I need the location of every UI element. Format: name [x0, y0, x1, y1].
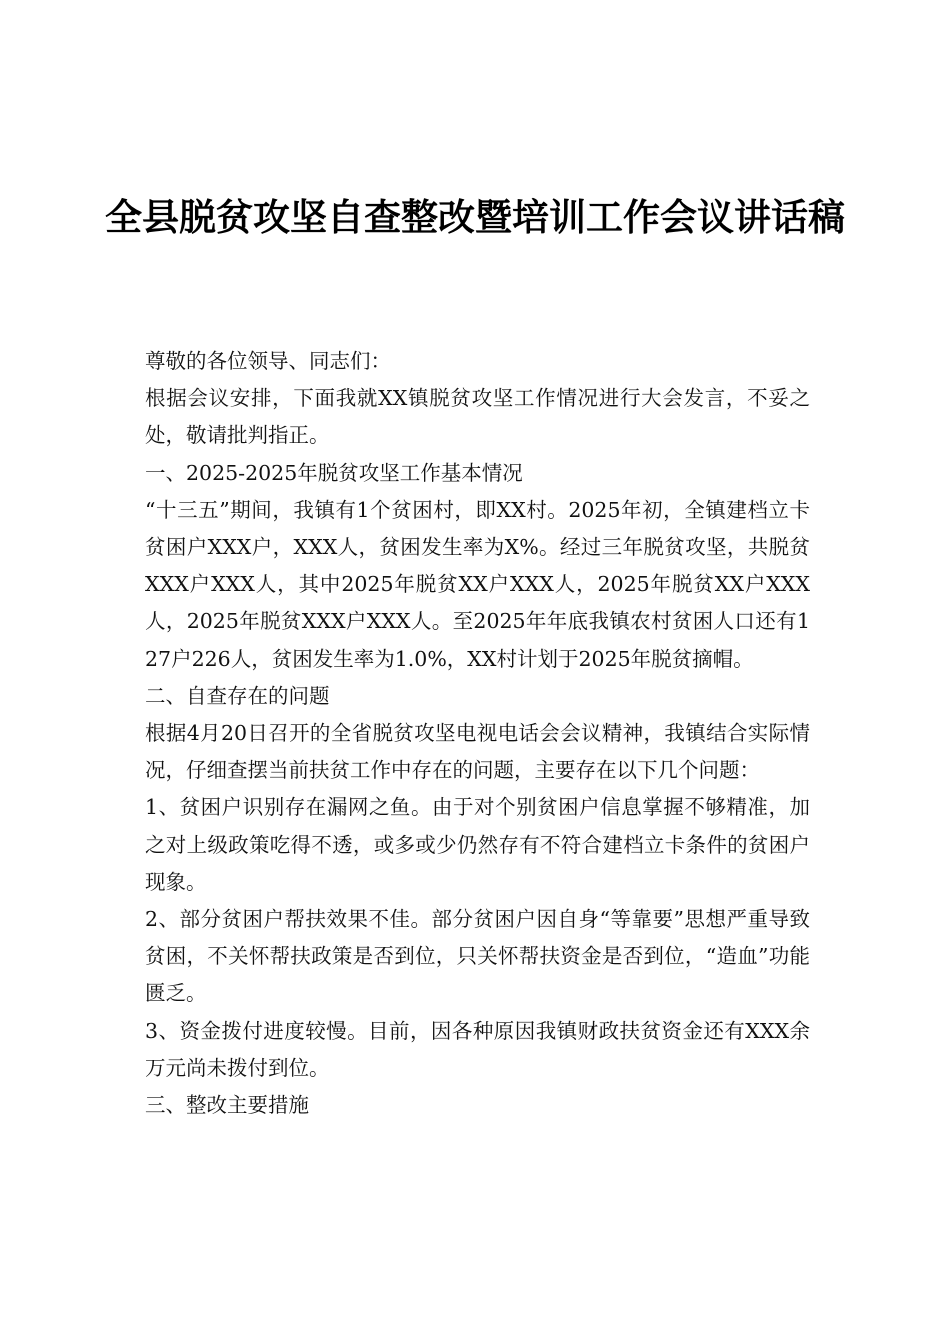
section-heading: 二、自查存在的问题 — [145, 683, 330, 708]
list-item: 1、贫困户识别存在漏网之鱼。由于对个别贫困户信息掌握不够精准，加之对上级政策吃得不透，或多或少仍然存有不符合建档立卡条件的贫困户现象。 — [145, 795, 810, 894]
body-paragraph: 根据会议安排，下面我就XX镇脱贫攻坚工作情况进行大会发言，不妥之处，敬请批判指正。 — [145, 386, 810, 448]
section-heading: 三、整改主要措施 — [145, 1093, 309, 1118]
document-title: 全县脱贫攻坚自查整改暨培训工作会议讲话稿 — [105, 195, 845, 239]
body-paragraph: 根据4月20日召开的全省脱贫攻坚电视电话会会议精神，我镇结合实际情况，仔细查摆当前扶贫工作中存在的问题，主要存在以下几个问题： — [145, 721, 810, 783]
document-body — [145, 343, 810, 1124]
body-paragraph: “十三五”期间，我镇有1个贫困村，即XX村。2025年初，全镇建档立卡贫困户XXX户，XXX人，贫困发生率为X%。经过三年脱贫攻坚，共脱贫XXX户XXX人，其中2025年脱贫XX户XXX人，2025年脱贫XX户XXX人，2025年脱贫XXX户XXX人。至2025年年底我镇农村贫困人口还有127户226人，贫困发生率为1.0%，XX村计划于2025年脱贫摘帽。 — [145, 497, 810, 671]
salutation: 尊敬的各位领导、同志们： — [145, 349, 391, 373]
section-heading: 一、2025-2025年脱贫攻坚工作基本情况 — [145, 460, 523, 485]
list-item: 3、资金拨付进度较慢。目前，因各种原因我镇财政扶贫资金还有XXX余万元尚未拨付到位。 — [145, 1018, 810, 1080]
list-item: 2、部分贫困户帮扶效果不佳。部分贫困户因自身“等靠要”思想严重导致贫困，不关怀帮扶政策是否到位，只关怀帮扶资金是否到位，“造血”功能匮乏。 — [145, 907, 810, 1006]
